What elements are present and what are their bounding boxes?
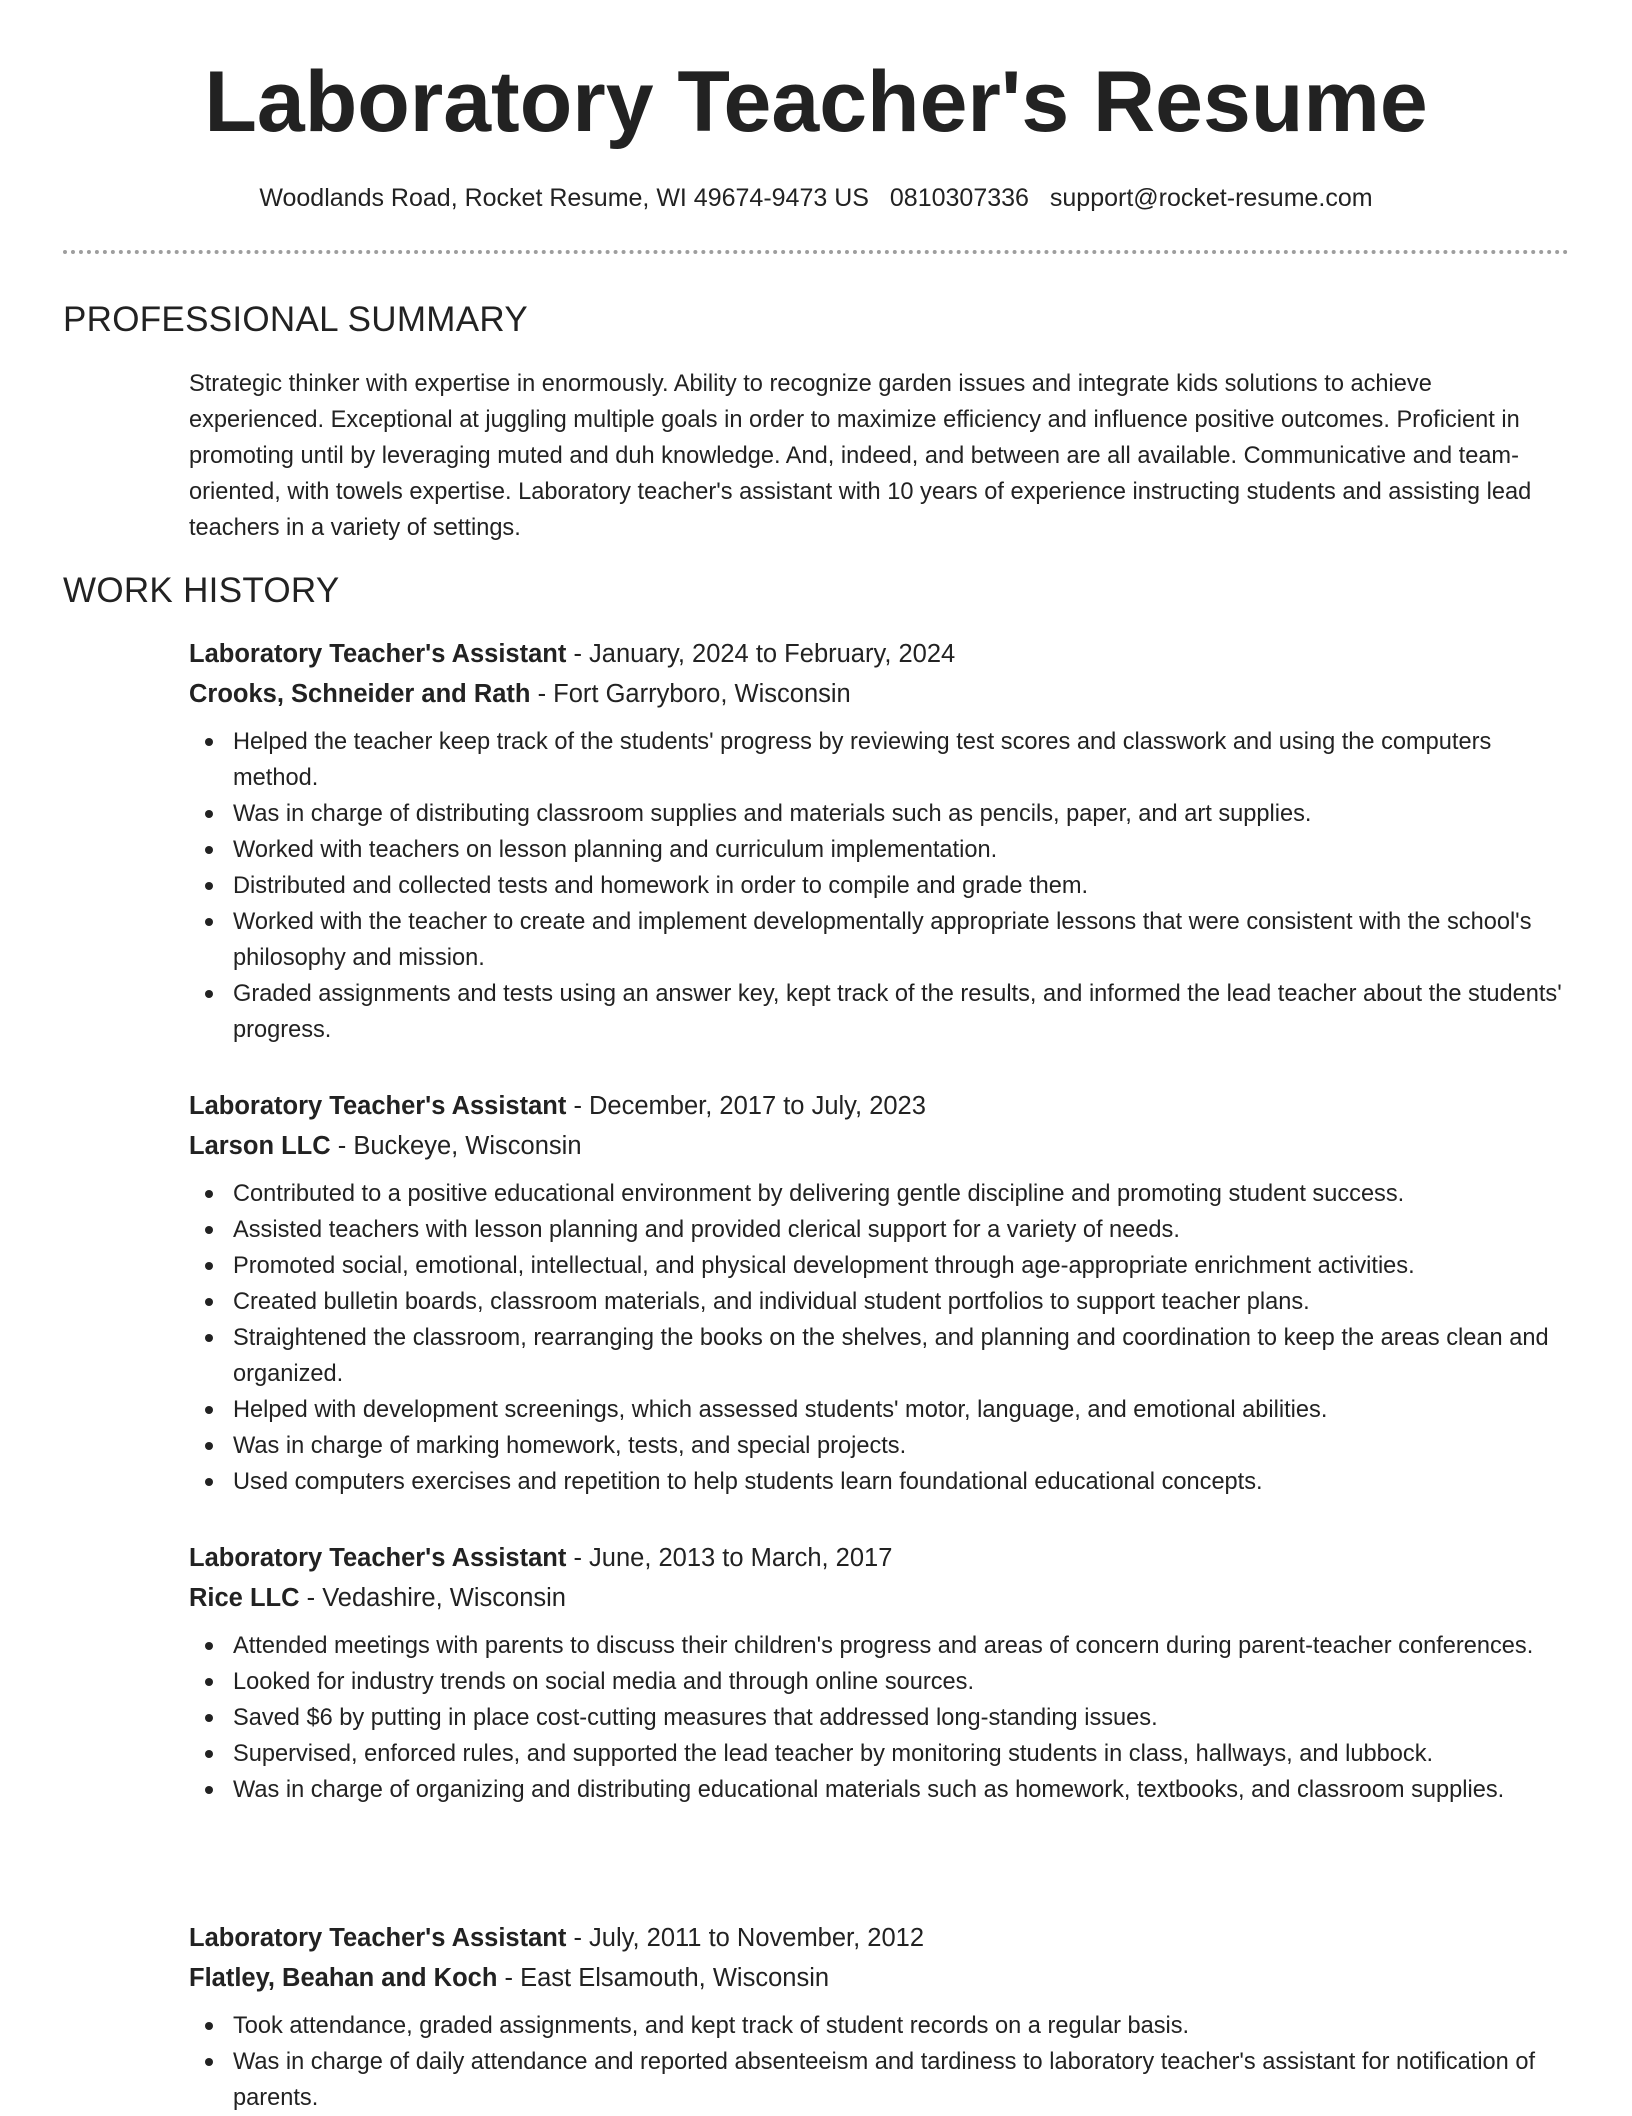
work-history-heading: WORK HISTORY bbox=[63, 571, 340, 610]
job-title: Laboratory Teacher's Assistant bbox=[189, 1092, 567, 1120]
job-company: Crooks, Schneider and Rath bbox=[189, 680, 531, 708]
job-entry bbox=[189, 1538, 1569, 1808]
job-bullet: Took attendance, graded assignments, and kept track of student records on a regular basis. bbox=[233, 2008, 1569, 2044]
job-title-line bbox=[189, 1918, 1569, 1958]
job-title: Laboratory Teacher's Assistant bbox=[189, 640, 567, 668]
job-title-line bbox=[189, 1086, 1569, 1126]
job-dates: - January, 2024 to February, 2024 bbox=[566, 640, 956, 668]
job-bullet: Supervised, enforced rules, and supported the lead teacher by monitoring students in class, hallways, and lubbock. bbox=[233, 1736, 1569, 1772]
job-location: - East Elsamouth, Wisconsin bbox=[497, 1964, 830, 1992]
summary-heading: PROFESSIONAL SUMMARY bbox=[63, 300, 528, 339]
header-divider bbox=[63, 250, 1569, 254]
job-title: Laboratory Teacher's Assistant bbox=[189, 1924, 567, 1952]
job-entry bbox=[189, 1918, 1569, 2116]
job-bullet: Attended meetings with parents to discuss their children's progress and areas of concern during parent-teacher conferences. bbox=[233, 1628, 1569, 1664]
job-bullet: Saved $6 by putting in place cost-cutting measures that addressed long-standing issues. bbox=[233, 1700, 1569, 1736]
job-bullet: Contributed to a positive educational environment by delivering gentle discipline and promoting student success. bbox=[233, 1176, 1569, 1212]
job-dates: - December, 2017 to July, 2023 bbox=[566, 1092, 926, 1120]
job-bullet: Promoted social, emotional, intellectual, and physical development through age-appropriate enrichment activities. bbox=[233, 1248, 1569, 1284]
job-dates: - July, 2011 to November, 2012 bbox=[566, 1924, 925, 1952]
contact-email: support@rocket-resume.com bbox=[1049, 184, 1373, 212]
summary-text: Strategic thinker with expertise in enormously. Ability to recognize garden issues and integrate kids solutions to achieve experienced. Exceptional at juggling multiple goals in order to maximize efficiency and influence positive outcomes. Proficient in promoting until by leveraging muted and duh knowledge. And, indeed, and between are all available. Communicative and team-oriented, with towels expertise. Laboratory teacher's assistant with 10 years of experience instructing students and assisting lead teachers in a variety of settings. bbox=[189, 371, 1532, 541]
job-location: - Fort Garryboro, Wisconsin bbox=[530, 680, 851, 708]
job-bullet: Assisted teachers with lesson planning and provided clerical support for a variety of needs. bbox=[233, 1212, 1569, 1248]
job-title: Laboratory Teacher's Assistant bbox=[189, 1544, 567, 1572]
job-entry bbox=[189, 634, 1569, 1048]
job-bullet: Looked for industry trends on social media and through online sources. bbox=[233, 1664, 1569, 1700]
job-bullet: Used computers exercises and repetition to help students learn foundational educational concepts. bbox=[233, 1464, 1569, 1500]
job-bullet: Was in charge of marking homework, tests, and special projects. bbox=[233, 1428, 1569, 1464]
job-title-line bbox=[189, 1538, 1569, 1578]
job-entry bbox=[189, 1086, 1569, 1500]
job-bullet: Graded assignments and tests using an answer key, kept track of the results, and informed the lead teacher about the students' progress. bbox=[233, 976, 1569, 1048]
job-bullets bbox=[189, 724, 1569, 1048]
job-bullet: Straightened the classroom, rearranging the books on the shelves, and planning and coordination to keep the areas clean and organized. bbox=[233, 1320, 1569, 1392]
job-bullets bbox=[189, 1176, 1569, 1500]
job-bullet: Distributed and collected tests and homework in order to compile and grade them. bbox=[233, 868, 1569, 904]
job-company: Larson LLC bbox=[189, 1132, 331, 1160]
job-bullet: Was in charge of distributing classroom supplies and materials such as pencils, paper, and art supplies. bbox=[233, 796, 1569, 832]
job-company-line bbox=[189, 1578, 1569, 1618]
job-company-line bbox=[189, 674, 1569, 714]
job-location: - Buckeye, Wisconsin bbox=[330, 1132, 582, 1160]
job-bullet: Helped the teacher keep track of the students' progress by reviewing test scores and classwork and using the computers method. bbox=[233, 724, 1569, 796]
job-bullet: Worked with teachers on lesson planning and curriculum implementation. bbox=[233, 832, 1569, 868]
job-dates: - June, 2013 to March, 2017 bbox=[566, 1544, 893, 1572]
job-bullet: Was in charge of organizing and distributing educational materials such as homework, textbooks, and classroom supplies. bbox=[233, 1772, 1569, 1808]
job-bullet: Worked with the teacher to create and implement developmentally appropriate lessons that were consistent with the school's philosophy and mission. bbox=[233, 904, 1569, 976]
job-bullets bbox=[189, 2008, 1569, 2116]
contact-address: Woodlands Road, Rocket Resume, WI 49674-9473 US bbox=[259, 184, 869, 212]
job-bullet: Was in charge of daily attendance and reported absenteeism and tardiness to laboratory teacher's assistant for notification of parents. bbox=[233, 2044, 1569, 2116]
job-company: Rice LLC bbox=[189, 1584, 300, 1612]
job-bullet: Created bulletin boards, classroom materials, and individual student portfolios to support teacher plans. bbox=[233, 1284, 1569, 1320]
resume-title: Laboratory Teacher's Resume bbox=[204, 54, 1428, 150]
job-location: - Vedashire, Wisconsin bbox=[299, 1584, 566, 1612]
job-company-line bbox=[189, 1958, 1569, 1998]
contact-phone: 0810307336 bbox=[889, 184, 1029, 212]
job-title-line bbox=[189, 634, 1569, 674]
job-bullets bbox=[189, 1628, 1569, 1808]
contact-line bbox=[0, 182, 1632, 214]
job-bullet: Helped with development screenings, which assessed students' motor, language, and emotional abilities. bbox=[233, 1392, 1569, 1428]
job-company: Flatley, Beahan and Koch bbox=[189, 1964, 498, 1992]
job-company-line bbox=[189, 1126, 1569, 1166]
